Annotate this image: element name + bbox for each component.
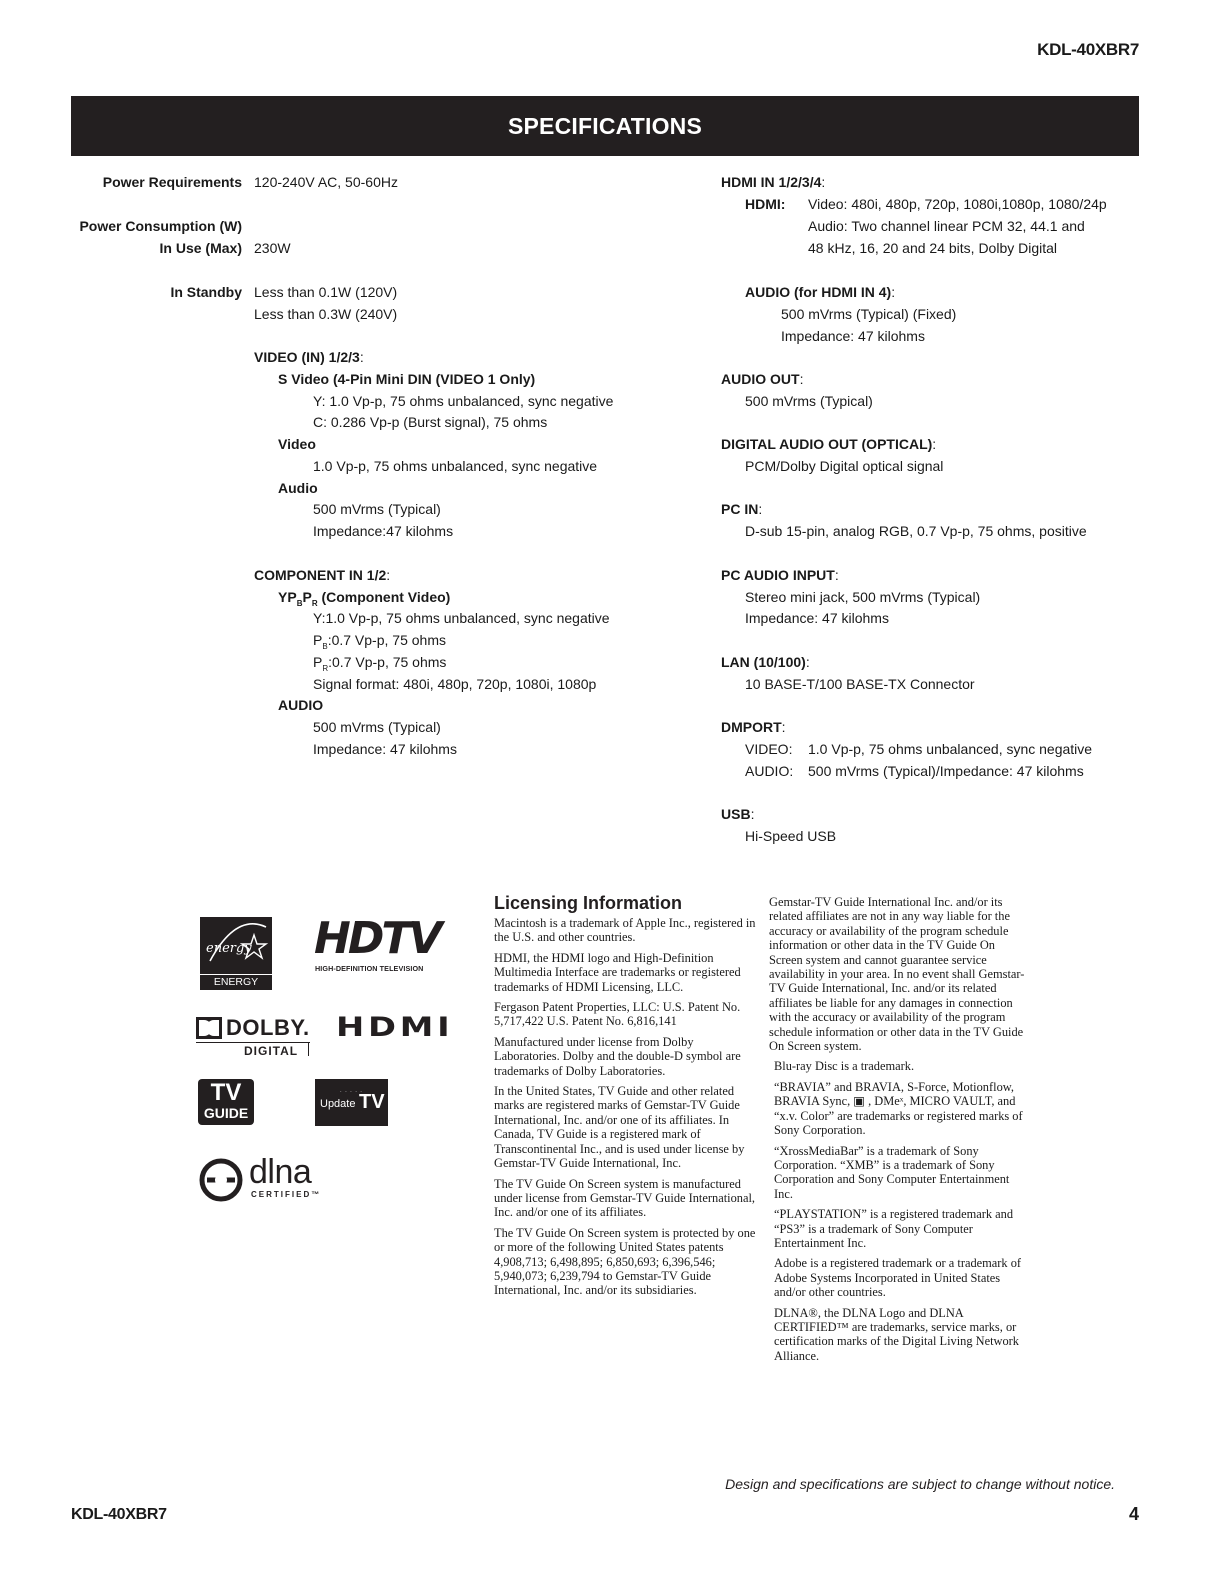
hdmi-wordmark: HDMI (336, 1012, 454, 1043)
audio-value-1: 500 mVrms (Typical) (313, 501, 441, 517)
dolby-divider (196, 1042, 310, 1043)
video-in-heading: VIDEO (IN) 1/2/3: (254, 349, 364, 365)
dmport-video-label: VIDEO: (745, 741, 793, 757)
standby-label: In Standby (170, 284, 242, 300)
component-signal: Signal format: 480i, 480p, 720p, 1080i, 1080p (313, 676, 597, 692)
licensing-column-2 (769, 895, 1031, 1369)
lan-value: 10 BASE-T/100 BASE-TX Connector (745, 676, 975, 692)
pc-audio-heading: PC AUDIO INPUT: (721, 567, 839, 583)
hdmi-video: Video: 480i, 480p, 720p, 1080i,1080p, 1080/24p (808, 196, 1107, 212)
dolby-tick (308, 1042, 309, 1056)
in-use-label: In Use (Max) (159, 240, 242, 256)
dolby-wordmark: DOLBY. (226, 1015, 310, 1040)
component-audio-2: Impedance: 47 kilohms (313, 741, 457, 757)
header-model: KDL-40XBR7 (1037, 40, 1139, 59)
license-paragraph: Gemstar-TV Guide International Inc. and/or its related affiliates are not in any way liable for the accuracy or availability of the program schedule information or other data in the TV Guide On Screen system and cannot guarantee service availability in your area. In no event shall Gemstar-TV Guide International, Inc. and/or its related affiliates be liable for any damages in connection with the accuracy or availability of the program schedule information or other data in the TV Guide On Screen system. (769, 895, 1025, 1054)
dmport-audio-value: 500 mVrms (Typical)/Impedance: 47 kilohms (808, 763, 1084, 779)
video-heading: Video (278, 436, 316, 452)
tv-guide-tv: TV (210, 1079, 242, 1106)
usb-heading: USB: (721, 806, 755, 822)
license-paragraph: “BRAVIA” and BRAVIA, S-Force, Motionflow, BRAVIA Sync, ▣ , DMeˣ, MICRO VAULT, and “x.v. Color” are trademarks or registered marks of Sony Corporation. (774, 1079, 1023, 1138)
component-audio-heading: AUDIO (278, 697, 324, 713)
license-paragraph: DLNA®, the DLNA Logo and DLNA CERTIFIED™ are trademarks, service marks, or certification marks of the Digital Living Network Alliance. (774, 1305, 1019, 1363)
dmport-heading: DMPORT: (721, 719, 786, 735)
video-value: 1.0 Vp-p, 75 ohms unbalanced, sync negative (313, 458, 598, 474)
license-paragraph: In the United States, TV Guide and other related marks are registered marks of Gemstar-TV Guide International, Inc. and/or one of its affiliates. In Canada, TV Guide is a registered mark of Transcontinental Inc., and is used under license by Gemstar-TV Guide International, Inc. (494, 1084, 745, 1171)
energy-star-logo (200, 917, 272, 1000)
pc-audio-2: Impedance: 47 kilohms (745, 610, 889, 626)
component-pr: $P_R:0.7$ Vp-p, 75 ohms (313, 654, 447, 673)
standby-value-1: Less than 0.1W (120V) (254, 284, 398, 300)
dlna-swirl-icon (199, 1158, 245, 1202)
dlna-sub: CERTIFIED™ (251, 1190, 322, 1199)
hdtv-logo (314, 915, 456, 977)
dolby-digital-logo (196, 1015, 314, 1059)
svideo-heading: S Video (4-Pin Mini DIN (VIDEO 1 Only) (278, 371, 536, 387)
page-number: 4 (1128, 1504, 1139, 1524)
audio-value-2: Impedance:47 kilohms (313, 523, 454, 539)
update-tv-big: TV (359, 1091, 385, 1113)
pc-in-heading: PC IN: (721, 501, 763, 517)
hdtv-subtitle: HIGH-DEFINITION TELEVISION (315, 964, 424, 973)
digital-audio-heading: DIGITAL AUDIO OUT (OPTICAL): (721, 436, 937, 452)
ypbpr-heading: $YP_BP_R$ (Component Video) (278, 589, 451, 608)
audio-out-value: 500 mVrms (Typical) (745, 393, 873, 409)
digital-audio-value: PCM/Dolby Digital optical signal (745, 458, 944, 474)
dolby-double-d-icon (196, 1017, 222, 1039)
license-paragraph: Fergason Patent Properties, LLC: U.S. Patent No. 5,717,422 U.S. Patent No. 6,816,141 (494, 1000, 741, 1029)
dmport-video-value: 1.0 Vp-p, 75 ohms unbalanced, sync negative (808, 741, 1093, 757)
component-audio-1: 500 mVrms (Typical) (313, 719, 441, 735)
license-paragraph: “XrossMediaBar” is a trademark of Sony Corporation. “XMB” is a trademark of Sony Corporation and Sony Computer Entertainment Inc. (774, 1143, 1010, 1201)
license-paragraph: The TV Guide On Screen system is manufactured under license from Gemstar-TV Guide International, Inc. and/or one of its affiliates. (494, 1176, 756, 1220)
license-paragraph: The TV Guide On Screen system is protected by one or more of the following United States patents 4,908,713; 6,498,895; 6,850,693; 6,396,546; 5,940,073; 6,239,794 to Gemstar-TV Guide International, Inc. and/or its subsidiaries. (494, 1225, 756, 1298)
energy-star-script: energy (206, 941, 252, 956)
specifications-title: SPECIFICATIONS (507, 112, 703, 139)
license-paragraph: Adobe is a registered trademark or a trademark of Adobe Systems Incorporated in United States and/or other countries. (774, 1256, 1022, 1300)
license-paragraph: “PLAYSTATION” is a registered trademark and “PS3” is a trademark of Sony Computer Entertainment Inc. (774, 1207, 1014, 1250)
audio-heading: Audio (278, 480, 318, 496)
hdmi-in-heading: HDMI IN 1/2/3/4: (721, 174, 826, 190)
tv-guide-guide: GUIDE (203, 1105, 249, 1121)
hdmi-sublabel: HDMI: (745, 196, 786, 212)
usb-value: Hi-Speed USB (745, 828, 837, 844)
licensing-title: Licensing Information (494, 893, 683, 913)
svideo-y: Y: 1.0 Vp-p, 75 ohms unbalanced, sync negative (313, 393, 614, 409)
in-use-value: 230W (254, 240, 291, 256)
licensing-column-1 (494, 916, 756, 1304)
specifications-banner (71, 96, 1139, 156)
audio-hdmi4-1: 500 mVrms (Typical) (Fixed) (781, 306, 957, 322)
hdmi-audio-2: 48 kHz, 16, 20 and 24 bits, Dolby Digital (808, 240, 1058, 256)
update-tv-dots: · · · · · (340, 1089, 363, 1095)
dmport-audio-label: AUDIO: (745, 763, 794, 779)
hdtv-wordmark: HDTV (314, 913, 440, 964)
component-pb: $P_B:0.7$ Vp-p, 75 ohms (313, 632, 446, 651)
dlna-logo (199, 1153, 331, 1203)
pc-audio-1: Stereo mini jack, 500 mVrms (Typical) (745, 589, 981, 605)
power-requirements-value: 120-240V AC, 50-60Hz (254, 174, 398, 190)
tv-guide-logo (198, 1079, 254, 1125)
license-paragraph: Manufactured under license from Dolby Laboratories. Dolby and the double-D symbol are trademarks of Dolby Laboratories. (494, 1034, 741, 1078)
update-tv-small: Update (320, 1098, 356, 1110)
pc-in-value: D-sub 15-pin, analog RGB, 0.7 Vp-p, 75 ohms, positive (745, 523, 1087, 539)
component-y: Y:1.0 Vp-p, 75 ohms unbalanced, sync negative (313, 610, 610, 626)
svideo-c: C: 0.286 Vp-p (Burst signal), 75 ohms (313, 414, 548, 430)
footer-model: KDL-40XBR7 (71, 1506, 167, 1523)
standby-value-2: Less than 0.3W (240V) (254, 306, 398, 322)
dolby-sub: DIGITAL (244, 1044, 299, 1058)
dlna-wordmark: dlna (249, 1153, 312, 1191)
license-paragraph: Blu-ray Disc is a trademark. (774, 1059, 915, 1074)
hdmi-logo (336, 1012, 454, 1043)
audio-hdmi4-2: Impedance: 47 kilohms (781, 328, 925, 344)
update-tv-logo (315, 1079, 388, 1126)
audio-hdmi4-heading: AUDIO (for HDMI IN 4): (745, 284, 896, 300)
hdmi-audio-1: Audio: Two channel linear PCM 32, 44.1 and (808, 218, 1085, 234)
lan-heading: LAN (10/100): (721, 654, 810, 670)
power-consumption-label: Power Consumption (W) (79, 218, 242, 234)
footer-note: Design and specifications are subject to change without notice. (725, 1476, 1115, 1492)
license-paragraph: HDMI, the HDMI logo and High-Definition Multimedia Interface are trademarks or registered trademarks of HDMI Licensing, LLC. (494, 950, 741, 994)
audio-out-heading: AUDIO OUT: (721, 371, 804, 387)
component-in-heading: COMPONENT IN 1/2: (254, 567, 391, 583)
energy-star-label: ENERGY STAR (200, 974, 272, 1000)
power-requirements-label: Power Requirements (102, 174, 242, 190)
license-paragraph: Macintosh is a trademark of Apple Inc., registered in the U.S. and other countries. (494, 916, 756, 945)
